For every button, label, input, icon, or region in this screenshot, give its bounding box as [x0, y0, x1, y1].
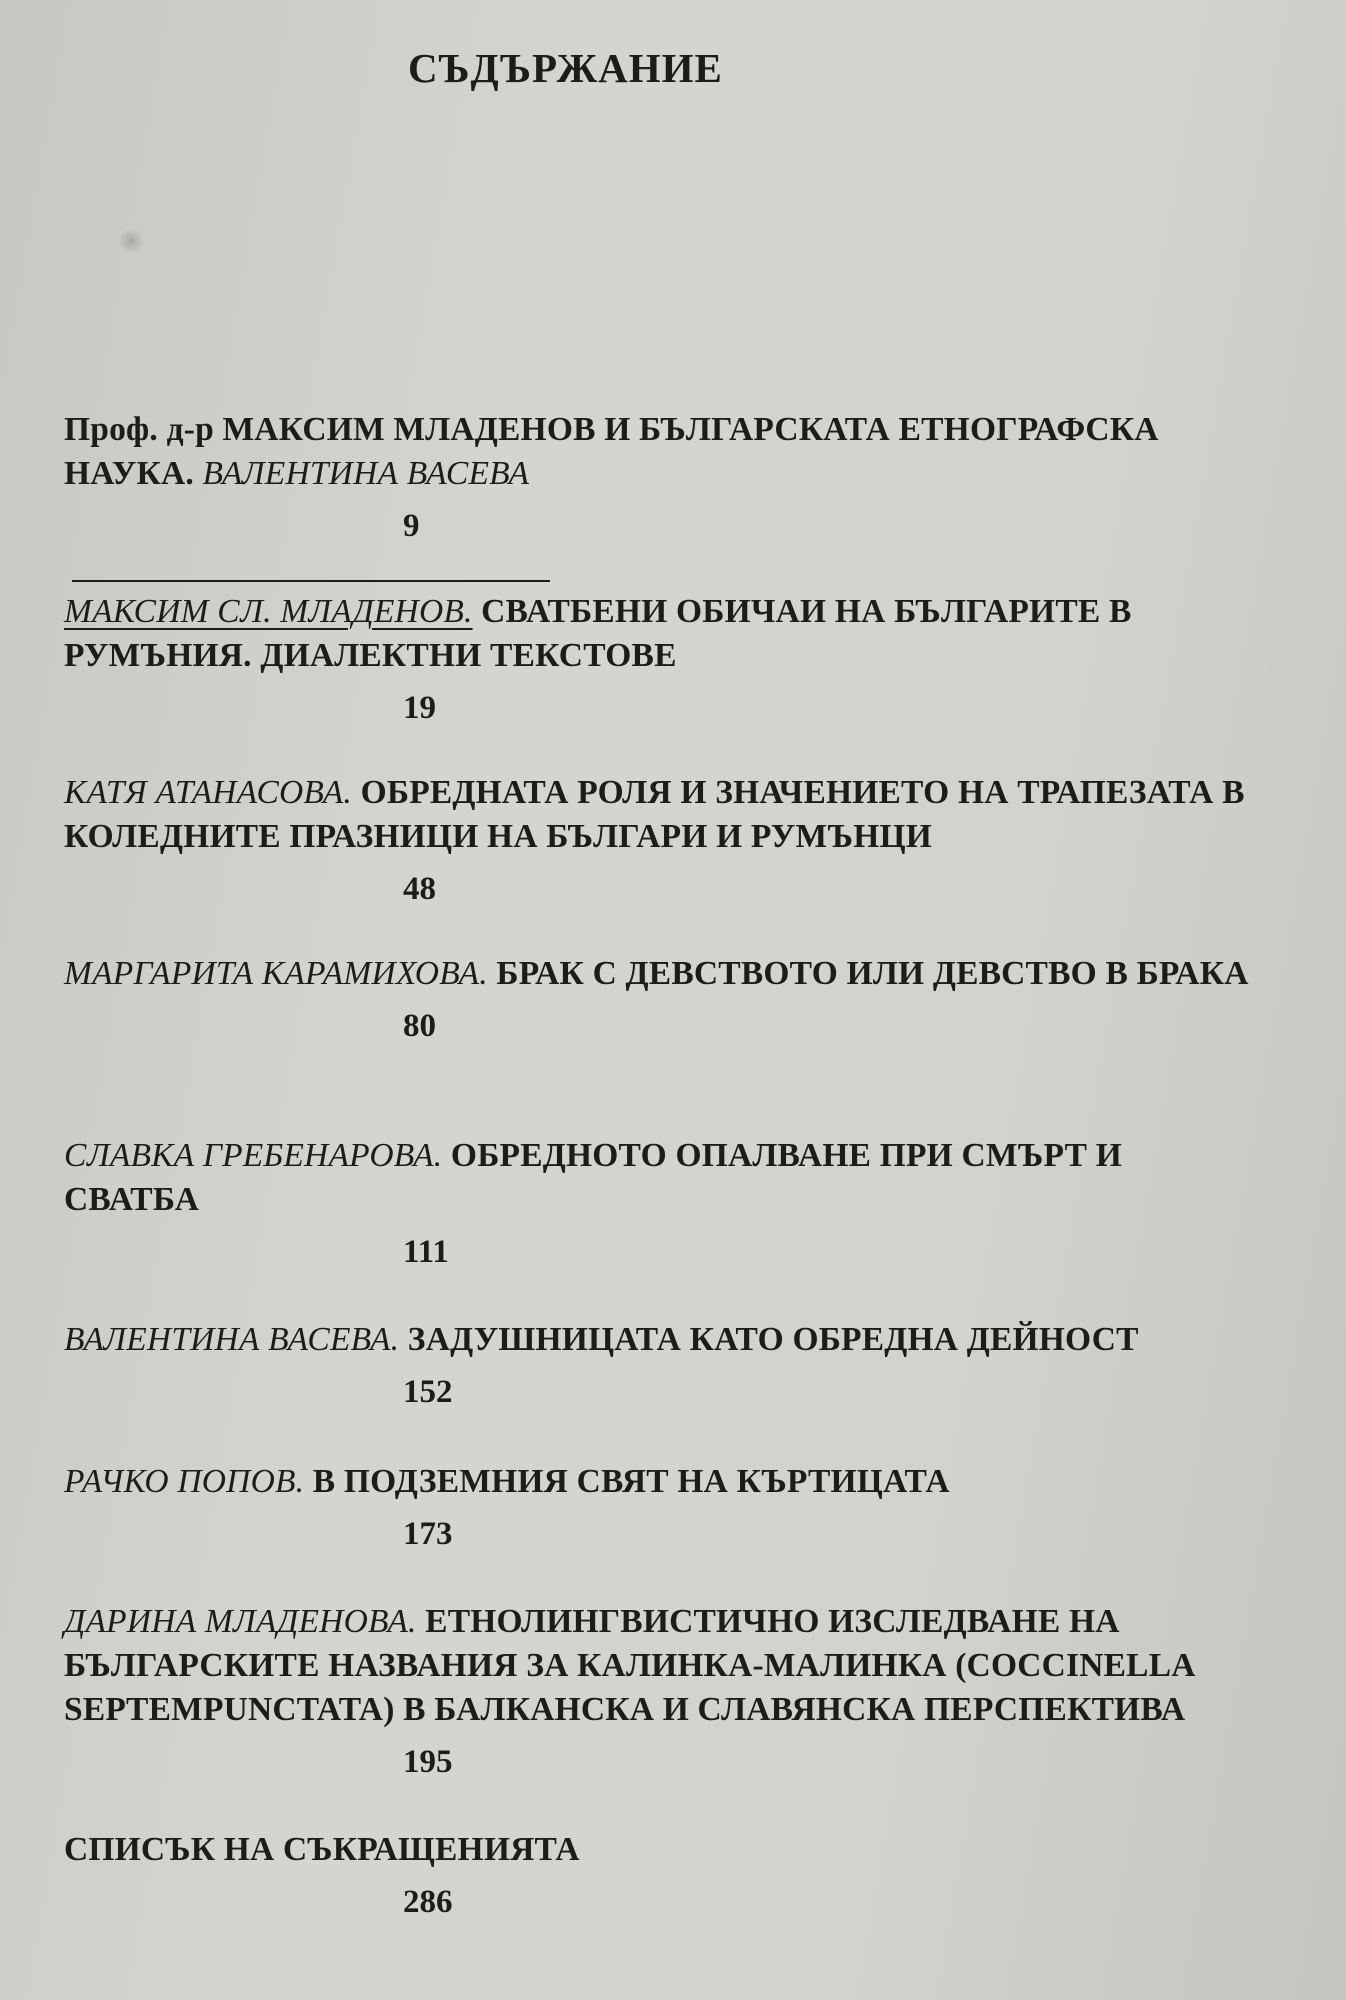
- toc-entry-title-text: СПИСЪК НА СЪКРАЩЕНИЯТА: [64, 1831, 580, 1868]
- toc-entry-title: [64, 1134, 1224, 1222]
- toc-entry: [64, 1600, 1324, 1782]
- toc-entry-title-text: МАКСИМ МЛАДЕНОВ И БЪЛГАРСКАТА ЕТНОГРАФСКА НАУКА.: [64, 411, 1159, 492]
- toc-entry-title: [64, 1460, 1294, 1504]
- toc-entry-author: СЛАВКА ГРЕБЕНАРОВА.: [64, 1137, 443, 1174]
- toc-entry-author: ВАЛЕНТИНА ВАСЕВА: [202, 455, 530, 492]
- toc-entry-title: [64, 1600, 1324, 1732]
- toc-entry: [64, 1828, 1294, 1922]
- toc-entry-title: [64, 771, 1324, 859]
- toc-entry-title-text: СВАТБЕНИ ОБИЧАИ НА БЪЛГАРИТЕ В РУМЪНИЯ. ДИАЛЕКТНИ ТЕКСТОВЕ: [64, 593, 1132, 674]
- toc-entry-author: МАКСИМ СЛ. МЛАДЕНОВ.: [64, 593, 473, 630]
- toc-entry-page-number: 286: [403, 1884, 453, 1920]
- toc-entry: [64, 952, 1264, 1046]
- toc-entry-page-number: 80: [403, 1008, 436, 1044]
- toc-entry-title-text: БРАК С ДЕВСТВОТО ИЛИ ДЕВСТВО В БРАКА: [487, 955, 1249, 992]
- toc-entry: [64, 1134, 1224, 1272]
- toc-entry-title: [64, 1318, 1324, 1362]
- toc-entry-prefix: Проф. д-р: [64, 411, 223, 448]
- page-title: СЪДЪРЖАНИЕ: [408, 45, 723, 91]
- toc-entry-author: РАЧКО ПОПОВ.: [64, 1463, 305, 1500]
- toc-entry-title-text: ЗАДУШНИЦАТА КАТО ОБРЕДНА ДЕЙНОСТ: [399, 1321, 1139, 1358]
- toc-entry-page-number: 9: [403, 508, 420, 544]
- toc-entry-title-text: ОБРЕДНОТО ОПАЛВАНЕ ПРИ СМЪРТ И СВАТБА: [64, 1137, 1122, 1218]
- toc-entry-author: ВАЛЕНТИНА ВАСЕВА.: [64, 1321, 400, 1358]
- toc-entry-page-number: 19: [403, 690, 436, 726]
- toc-entry-title-text: ОБРЕДНАТА РОЛЯ И ЗНАЧЕНИЕТО НА ТРАПЕЗАТА В КОЛЕДНИТЕ ПРАЗНИЦИ НА БЪЛГАРИ И РУМЪНЦИ: [64, 774, 1245, 855]
- toc-entry: [64, 1460, 1294, 1554]
- toc-entry: [64, 590, 1244, 728]
- toc-entry-author: МАРГАРИТА КАРАМИХОВА.: [64, 955, 488, 992]
- toc-entry-page-number: 111: [403, 1234, 449, 1270]
- divider-rule: [72, 580, 550, 582]
- toc-entry-title: [64, 590, 1244, 678]
- toc-entry-page-number: 173: [403, 1516, 453, 1552]
- toc-entry: [64, 771, 1324, 909]
- toc-entry-title: [64, 408, 1294, 496]
- toc-entry-page-number: 48: [403, 871, 436, 907]
- toc-entry: [64, 408, 1294, 546]
- toc-entry-author: КАТЯ АТАНАСОВА.: [64, 774, 353, 811]
- toc-entry: [64, 1318, 1324, 1412]
- toc-entry-title: [64, 952, 1264, 996]
- toc-entry-title-text: В ПОДЗЕМНИЯ СВЯТ НА КЪРТИЦАТА: [304, 1463, 950, 1500]
- toc-entry-author: ДАРИНА МЛАДЕНОВА.: [64, 1603, 417, 1640]
- toc-entry-title-text: ЕТНОЛИНГВИСТИЧНО ИЗСЛЕДВАНЕ НА БЪЛГАРСКИТЕ НАЗВАНИЯ ЗА КАЛИНКА-МАЛИНКА (COCCINELLA SEPTEMPUNCTATA) В БАЛКАНСКА И СЛАВЯНСКА ПЕРСПЕКТИВА: [64, 1603, 1194, 1728]
- toc-entry-page-number: 152: [403, 1374, 453, 1410]
- toc-entry-title: [64, 1828, 1294, 1872]
- toc-entry-page-number: 195: [403, 1744, 453, 1780]
